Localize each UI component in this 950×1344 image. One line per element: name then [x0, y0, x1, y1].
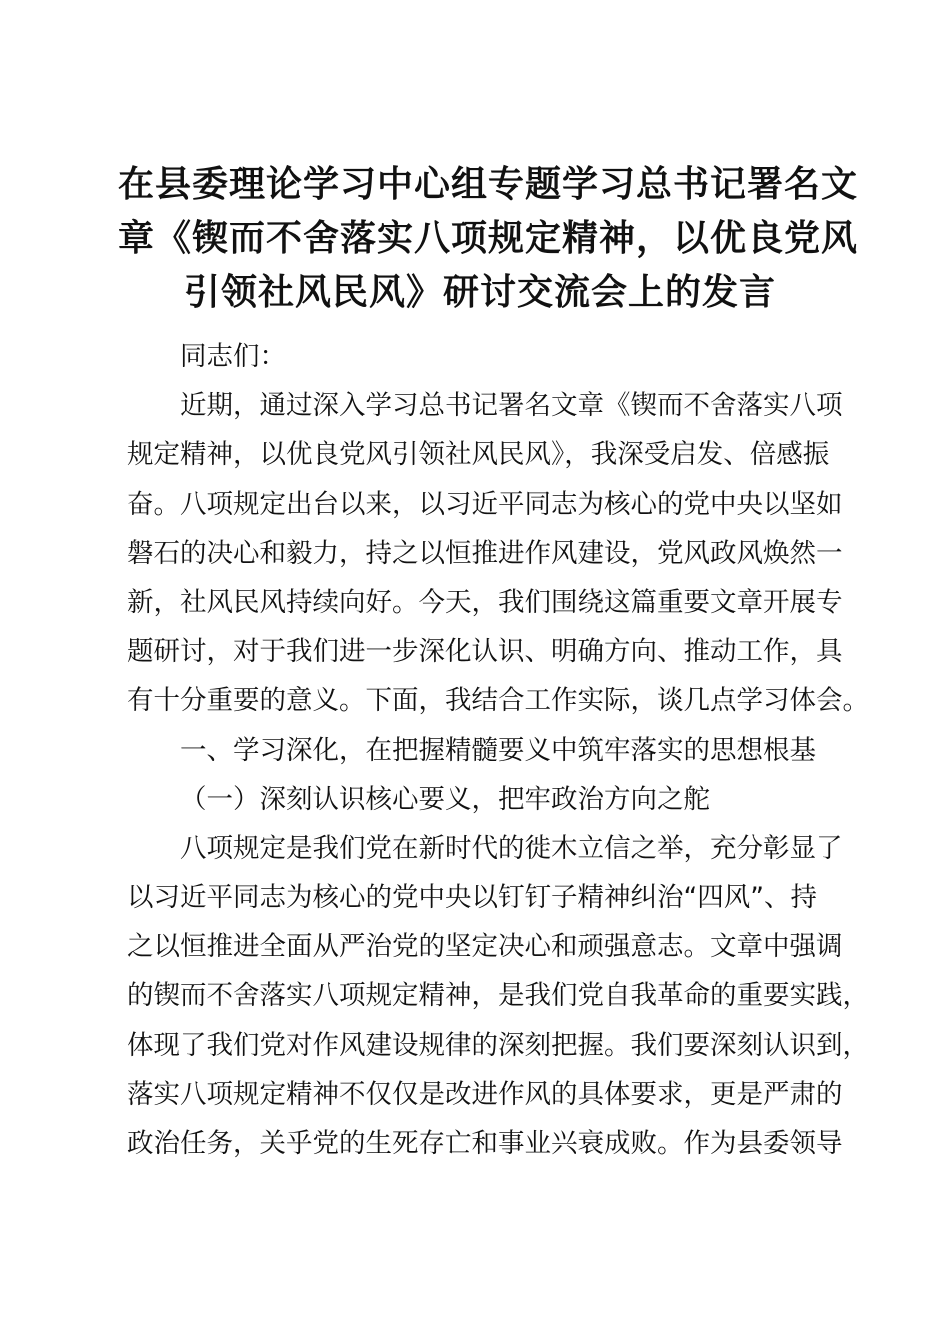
document-body	[127, 332, 869, 1168]
title-line: 章《锲而不舍落实八项规定精神，以优良党风	[118, 218, 859, 259]
salutation: 同志们：	[180, 341, 286, 372]
title-line: 引领社风民风》研讨交流会上的发言	[183, 272, 776, 313]
paragraph-line: 之以恒推进全面从严治党的坚定决心和顽强意志。文章中强调	[127, 931, 843, 963]
paragraph-line: 磐石的决心和毅力，持之以恒推进作风建设，党风政风焕然一	[127, 537, 843, 569]
paragraph-line: 体现了我们党对作风建设规律的深刻把握。我们要深刻认识到，	[127, 1029, 869, 1061]
subsection-heading: （一）深刻认识核心要义，把牢政治方向之舵	[180, 783, 710, 815]
paragraph-line: 新，社风民风持续向好。今天，我们围绕这篇重要文章开展专	[127, 586, 843, 618]
section-heading: 一、学习深化，在把握精髓要义中筑牢落实的思想根基	[180, 734, 816, 766]
paragraph-section-1	[127, 824, 869, 1168]
paragraph-line: 题研讨，对于我们进一步深化认识、明确方向、推动工作，具	[127, 636, 843, 668]
paragraph-line: 奋。八项规定出台以来，以习近平同志为核心的党中央以坚如	[127, 488, 843, 520]
paragraph-line: 的锲而不舍落实八项规定精神，是我们党自我革命的重要实践，	[127, 980, 869, 1012]
paragraph-intro	[127, 381, 869, 725]
paragraph-line: 规定精神，以优良党风引领社风民风》，我深受启发、倍感振	[127, 439, 830, 471]
paragraph-line: 八项规定是我们党在新时代的徙木立信之举，充分彰显了	[180, 832, 843, 864]
paragraph-line: 落实八项规定精神不仅仅是改进作风的具体要求，更是严肃的	[127, 1078, 843, 1110]
document-title	[118, 158, 859, 320]
paragraph-line: 近期，通过深入学习总书记署名文章《锲而不舍落实八项	[180, 390, 843, 422]
paragraph-line: 有十分重要的意义。下面，我结合工作实际，谈几点学习体会。	[127, 685, 869, 717]
title-line: 在县委理论学习中心组专题学习总书记署名文	[118, 164, 859, 205]
paragraph-line: 以习近平同志为核心的党中央以钉钉子精神纠治“四风”、持	[127, 882, 817, 914]
paragraph-line: 政治任务，关乎党的生死存亡和事业兴衰成败。作为县委领导	[127, 1128, 843, 1159]
